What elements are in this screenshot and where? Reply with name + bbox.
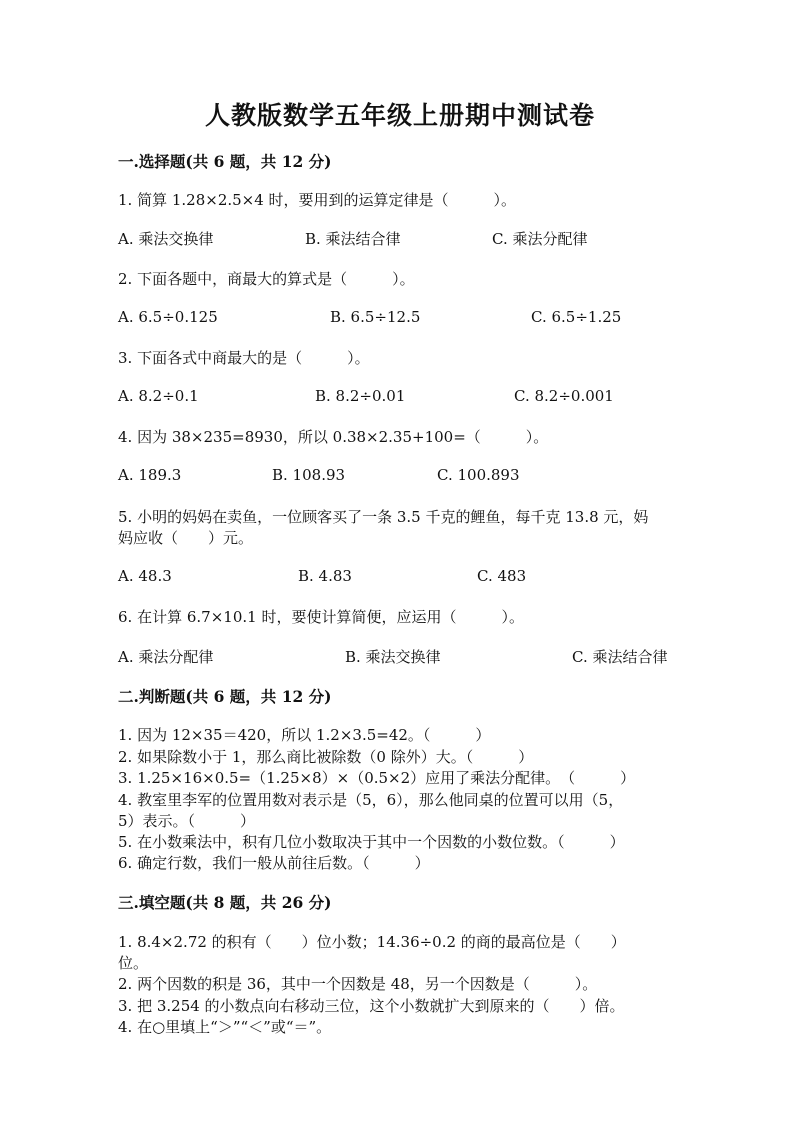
fill-in-item: 1. 8.4×2.72 的积有（ ）位小数；14.36÷0.2 的商的最高位是（ ） — [118, 933, 626, 951]
judgment-item: 4. 教室里李军的位置用数对表示是（5，6），那么他同桌的位置可以用（5， — [118, 791, 624, 809]
judgment-item: 1. 因为 12×35＝420，所以 1.2×3.5=42。（ ） — [118, 726, 491, 744]
option-a: A. 6.5÷0.125 — [118, 308, 218, 326]
option-b: B. 乘法结合律 — [305, 230, 401, 248]
option-c: C. 乘法分配律 — [492, 230, 588, 248]
option-b: B. 4.83 — [298, 567, 352, 585]
question-text: 1. 简算 1.28×2.5×4 时，要用到的运算定律是（ ）。 — [118, 191, 517, 209]
judgment-item: 2. 如果除数小于 1，那么商比被除数（0 除外）大。（ ） — [118, 748, 534, 766]
option-a: A. 乘法交换律 — [118, 230, 214, 248]
option-b: B. 乘法交换律 — [345, 648, 441, 666]
fill-in-item-continued: 位。 — [118, 954, 149, 972]
option-b: B. 108.93 — [272, 466, 346, 484]
judgment-item-continued: 5）表示。（ ） — [118, 812, 256, 830]
question-text: 2. 下面各题中，商最大的算式是（ ）。 — [118, 270, 415, 288]
question-text: 5. 小明的妈妈在卖鱼，一位顾客买了一条 3.5 千克的鲤鱼，每千克 13.8 元，妈 — [118, 508, 649, 526]
option-b: B. 6.5÷12.5 — [330, 308, 421, 326]
fill-in-item: 3. 把 3.254 的小数点向右移动三位，这个小数就扩大到原来的（ ）倍。 — [118, 997, 625, 1015]
section-heading-fill-in: 三.填空题(共 8 题，共 26 分) — [118, 893, 332, 912]
section-heading-choice: 一.选择题(共 6 题，共 12 分) — [118, 152, 332, 171]
fill-in-item: 2. 两个因数的积是 36，其中一个因数是 48，另一个因数是（ ）。 — [118, 975, 598, 993]
option-c: C. 100.893 — [437, 466, 520, 484]
judgment-item: 3. 1.25×16×0.5=（1.25×8）×（0.5×2）应用了乘法分配律。 （ ） — [118, 769, 636, 787]
option-b: B. 8.2÷0.01 — [315, 387, 406, 405]
option-a: A. 8.2÷0.1 — [118, 387, 199, 405]
option-c: C. 483 — [477, 567, 527, 585]
question-text: 6. 在计算 6.7×10.1 时，要使计算简便，应运用（ ）。 — [118, 608, 524, 626]
question-text: 4. 因为 38×235=8930，所以 0.38×2.35+100=（ ）。 — [118, 428, 549, 446]
question-text-continued: 妈应收（ ）元。 — [118, 529, 254, 547]
section-heading-true-false: 二.判断题(共 6 题，共 12 分) — [118, 687, 332, 706]
question-text: 3. 下面各式中商最大的是（ ）。 — [118, 349, 370, 367]
fill-in-item: 4. 在○里填上“＞”“＜”或“＝”。 — [118, 1018, 332, 1036]
option-a: A. 48.3 — [118, 567, 172, 585]
judgment-item: 5. 在小数乘法中，积有几位小数取决于其中一个因数的小数位数。（ ） — [118, 833, 625, 851]
page-title: 人教版数学五年级上册期中测试卷 — [204, 101, 595, 130]
option-c: C. 8.2÷0.001 — [514, 387, 614, 405]
judgment-item: 6. 确定行数，我们一般从前往后数。（ ） — [118, 854, 430, 872]
option-a: A. 189.3 — [118, 466, 182, 484]
option-a: A. 乘法分配律 — [118, 648, 214, 666]
option-c: C. 6.5÷1.25 — [531, 308, 622, 326]
option-c: C. 乘法结合律 — [572, 648, 668, 666]
